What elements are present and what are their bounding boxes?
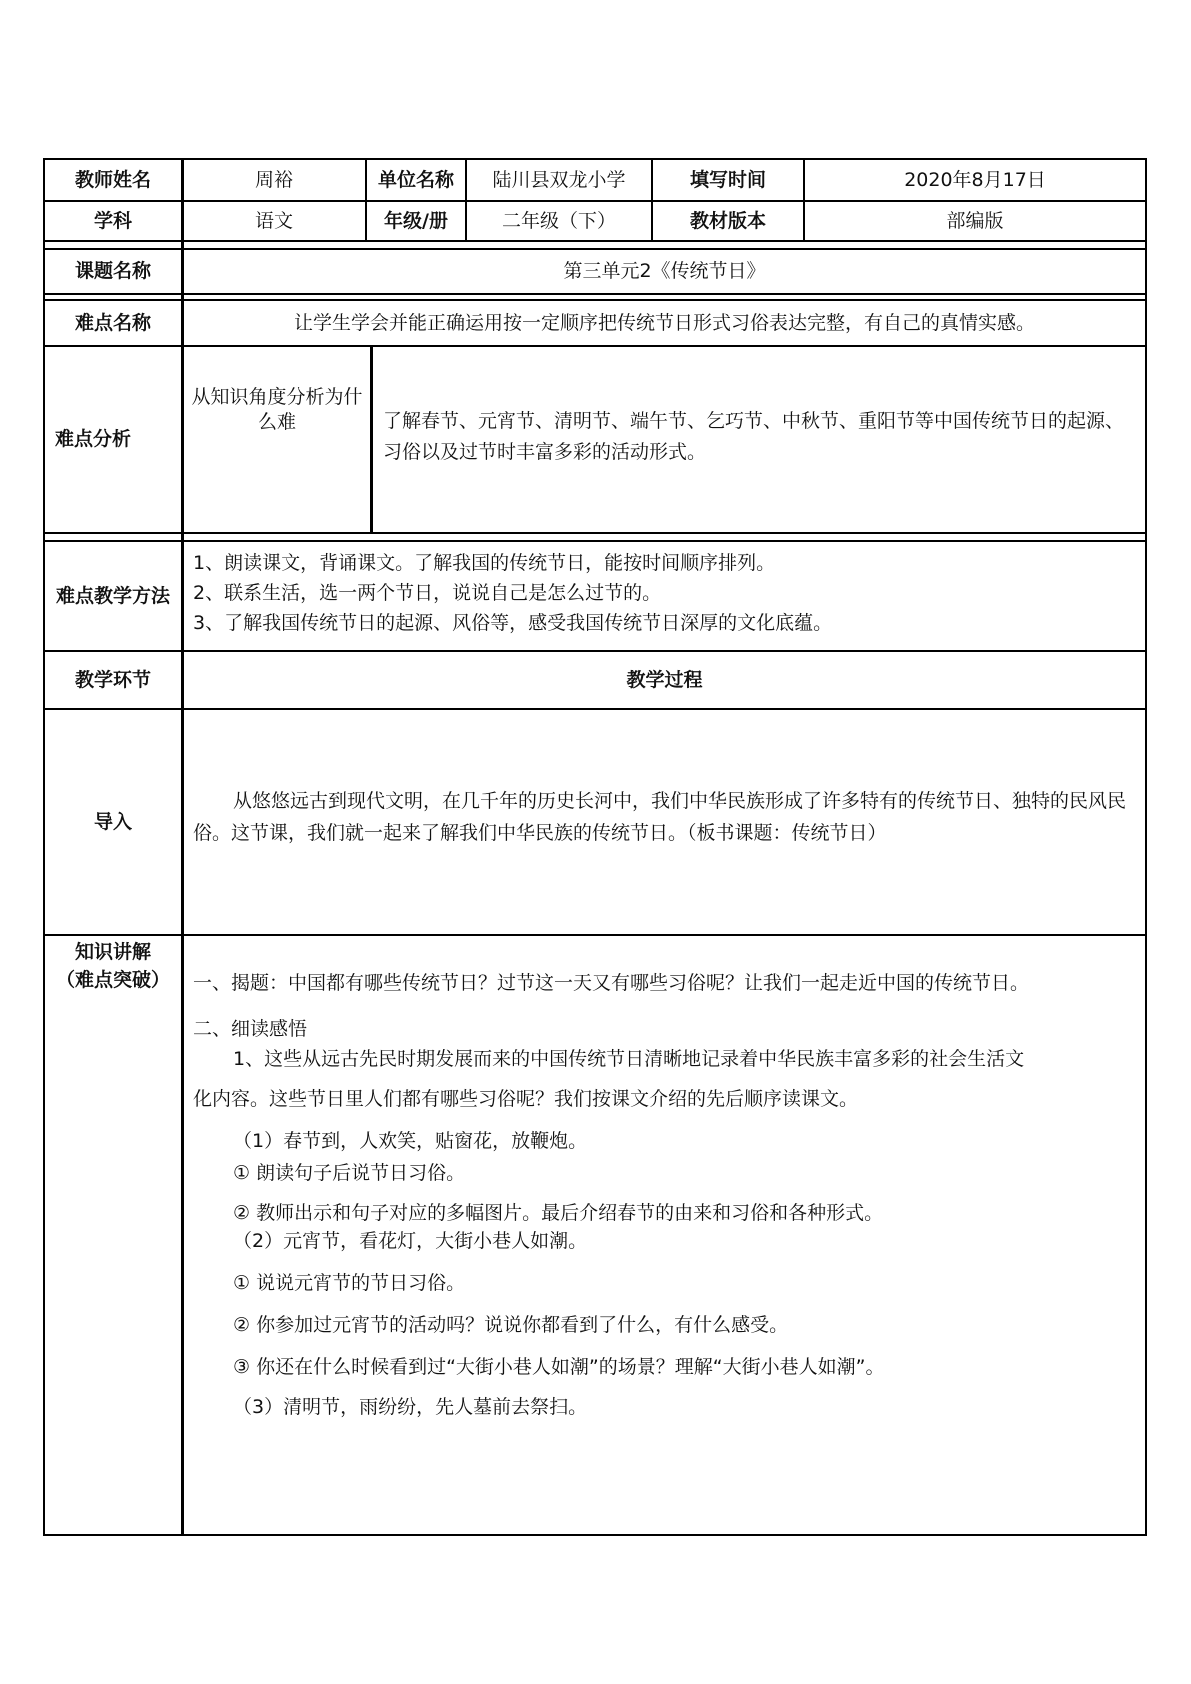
knowledge-line: （2）元宵节，看花灯，大街小巷人如潮。 [233,1230,588,1252]
analysis-sublabel: 从知识角度分析为什么难 [191,385,363,433]
knowledge-label-line1: 知识讲解 [74,941,151,963]
column-divider [370,345,373,532]
analysis-label: 难点分析 [55,428,132,451]
row-divider [45,708,1145,710]
difficulty-label: 难点名称 [74,311,151,334]
method-item: 1、朗读课文，背诵课文。了解我国的传统节日，能按时间顺序排列。 [193,552,776,574]
grade-value: 二年级（下） [501,209,616,232]
subject-value: 语文 [254,209,293,232]
fill-date-label: 填写时间 [689,168,766,191]
knowledge-label [45,936,181,996]
knowledge-line: 1、这些从远古先民时期发展而来的中国传统节日清晰地记录着中华民族丰富多彩的社会生活文 [233,1048,1025,1070]
difficulty-value: 让学生学会并能正确运用按一定顺序把传统节日形式习俗表达完整，有自己的真情实感。 [293,311,1035,334]
knowledge-line: （1）春节到，人欢笑，贴窗花，放鞭炮。 [233,1130,588,1152]
grade-label: 年级/册 [384,209,448,232]
knowledge-label-line2: （难点突破） [55,969,170,991]
row-divider [45,934,1145,936]
analysis-content: 了解春节、元宵节、清明节、端午节、乞巧节、中秋节、重阳节等中国传统节日的起源、习俗以及过节时丰富多彩的活动形式。 [383,410,1125,463]
topic-label: 课题名称 [74,260,151,283]
row-divider [45,293,1145,295]
row-divider [45,240,1145,242]
teacher-name-value: 周裕 [254,168,293,191]
method-item: 3、了解我国传统节日的起源、风俗等，感受我国传统节日深厚的文化底蕴。 [193,612,833,634]
knowledge-line: 化内容。这些节日里人们都有哪些习俗呢？我们按课文介绍的先后顺序读课文。 [193,1088,859,1110]
subject-label: 学科 [93,209,132,232]
teacher-name-label: 教师姓名 [74,168,151,191]
lesson-plan-table [43,158,1147,1536]
knowledge-line: ② 教师出示和句子对应的多幅图片。最后介绍春节的由来和习俗和各种形式。 [233,1202,884,1224]
unit-name-value: 陆川县双龙小学 [492,168,626,191]
knowledge-line: ③ 你还在什么时候看到过“大街小巷人如潮”的场景？理解“大街小巷人如潮”。 [233,1356,885,1378]
method-item: 2、联系生活，选一两个节日，说说自己是怎么过节的。 [193,582,662,604]
edition-value: 部编版 [946,209,1004,232]
knowledge-line: 一、揭题：中国都有哪些传统节日？过节这一天又有哪些习俗呢？让我们一起走近中国的传统节日。 [193,972,1030,994]
process-step-label: 教学环节 [74,668,151,691]
column-divider [181,160,184,1534]
process-header: 教学过程 [626,668,703,691]
intro-label: 导入 [93,810,132,833]
row-divider [45,532,1145,534]
knowledge-line: 二、细读感悟 [193,1018,308,1040]
method-label: 难点教学方法 [55,584,170,607]
edition-label: 教材版本 [689,209,766,232]
intro-text: 从悠悠远古到现代文明，在几千年的历史长河中，我们中华民族形成了许多特有的传统节日、独特的民风民俗。这节课，我们就一起来了解我们中华民族的传统节日。（板书课题：传统节日） [193,790,1127,844]
row-divider [45,540,1145,542]
knowledge-line: ① 说说元宵节的节日习俗。 [233,1272,466,1294]
topic-value: 第三单元2《传统节日》 [563,260,766,283]
knowledge-line: ① 朗读句子后说节日习俗。 [233,1162,466,1184]
unit-name-label: 单位名称 [377,168,454,191]
fill-date-value: 2020年8月17日 [904,168,1046,191]
knowledge-line: ② 你参加过元宵节的活动吗？说说你都看到了什么，有什么感受。 [233,1314,789,1336]
knowledge-line: （3）清明节，雨纷纷，先人墓前去祭扫。 [233,1396,588,1418]
method-list [193,548,1143,638]
